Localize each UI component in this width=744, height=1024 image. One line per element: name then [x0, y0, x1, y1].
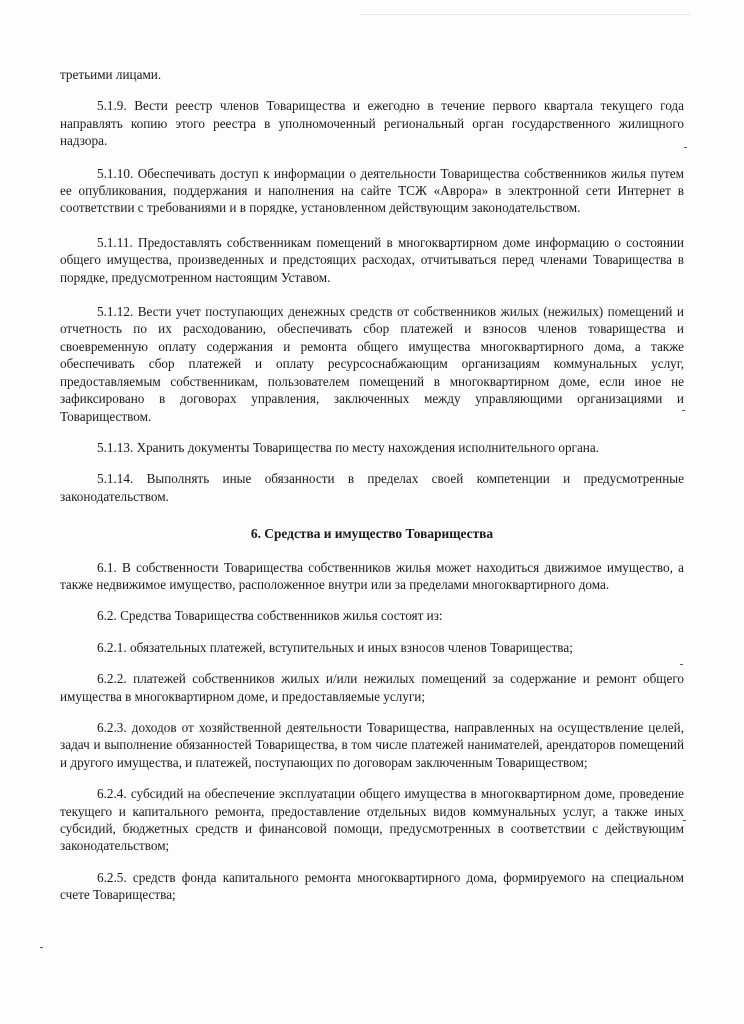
- paragraph-6-2-1: 6.2.1. обязательных платежей, вступительных и иных взносов членов Товарищества;: [97, 639, 573, 655]
- paragraph-6-2: 6.2. Средства Товарищества собственников жилья состоят из:: [97, 608, 443, 624]
- paragraph-5-1-10: 5.1.10. Обеспечивать доступ к информации о деятельности Товарищества собственников жилья путем ее опубликования, поддержания и наполнения на сайте ТСЖ «Аврора» в электронной сети Интернет в соответствии с требованиями и в порядке, установленном действующим законодательством.: [60, 165, 684, 216]
- scan-artifact-top: [360, 0, 690, 15]
- paragraph-5-1-14: 5.1.14. Выполнять иные обязанности в пределах своей компетенции и предусмотренные законодательством.: [60, 471, 684, 504]
- paragraph-6-2-5: 6.2.5. средств фонда капитального ремонта многоквартирного дома, формируемого на специальном счете Товарищества;: [60, 869, 684, 903]
- paragraph-5-1-12: 5.1.12. Вести учет поступающих денежных средств от собственников жилых (нежилых) помещений и отчетность по их расходованию, обеспечивать сбор платежей и взносов членов товарищества и своевременную оплату содержания и ремонта общего имущества многоквартирного дома, а также обеспечивать сбор платежей и оплату ресурсоснабжающим организациям коммунальных услуг, предоставляемым собственникам, пользователем помещений в многоквартирном доме, если иное не зафиксировано в договорах управления, заключенных между управляющими организациями и Товариществом.: [60, 304, 684, 424]
- paragraph-6-2-4: 6.2.4. субсидий на обеспечение эксплуатации общего имущества в многоквартирном доме, проведение текущего и капитального ремонта, предоставление отдельных видов коммунальных услуг, а также иных субсидий, бюджетных средств и финансовой помощи, предусмотренных в соответствии с действующим законодательством;: [60, 786, 684, 854]
- scan-speck: [682, 410, 685, 411]
- paragraph-5-1-13: 5.1.13. Хранить документы Товарищества по месту нахождения исполнительного органа.: [97, 439, 600, 455]
- scan-speck: [683, 820, 686, 821]
- paragraph-6-1: 6.1. В собственности Товарищества собственников жилья может находиться движимое имущество, а также недвижимое имущество, расположенное внутри или за пределами многоквартирного дома.: [60, 559, 684, 592]
- section-heading: 6. Средства и имущество Товарищества: [250, 526, 494, 542]
- paragraph-5-1-9: 5.1.9. Вести реестр членов Товарищества и ежегодно в течение первого квартала текущего года направлять копию этого реестра в уполномоченный региональный орган государственного жилищного надзора.: [60, 98, 684, 149]
- paragraph-6-2-2: 6.2.2. платежей собственников жилых и/или нежилых помещений за содержание и ремонт общего имущества в многоквартирном доме, и предоставляемые услуги;: [60, 671, 684, 704]
- paragraph-5-1-11: 5.1.11. Предоставлять собственникам помещений в многоквартирном доме информацию о состоянии общего имущества, произведенных и предстоящих расходах, отчитываться перед членами Товарищества в порядке, предусмотренном настоящим Уставом.: [60, 234, 684, 285]
- scan-speck: [684, 147, 687, 148]
- scan-speck: [40, 947, 43, 948]
- paragraph-6-2-3: 6.2.3. доходов от хозяйственной деятельности Товарищества, направленных на осуществление целей, задач и выполнение обязанностей Товарищества, в том числе платежей нанимателей, арендаторов помещений и другого имущества, и платежей, поступающих по договорам заключенным Товариществом;: [60, 719, 684, 770]
- paragraph-continuation: третьими лицами.: [60, 67, 162, 82]
- scan-speck: [680, 664, 683, 665]
- document-body: [60, 66, 684, 918]
